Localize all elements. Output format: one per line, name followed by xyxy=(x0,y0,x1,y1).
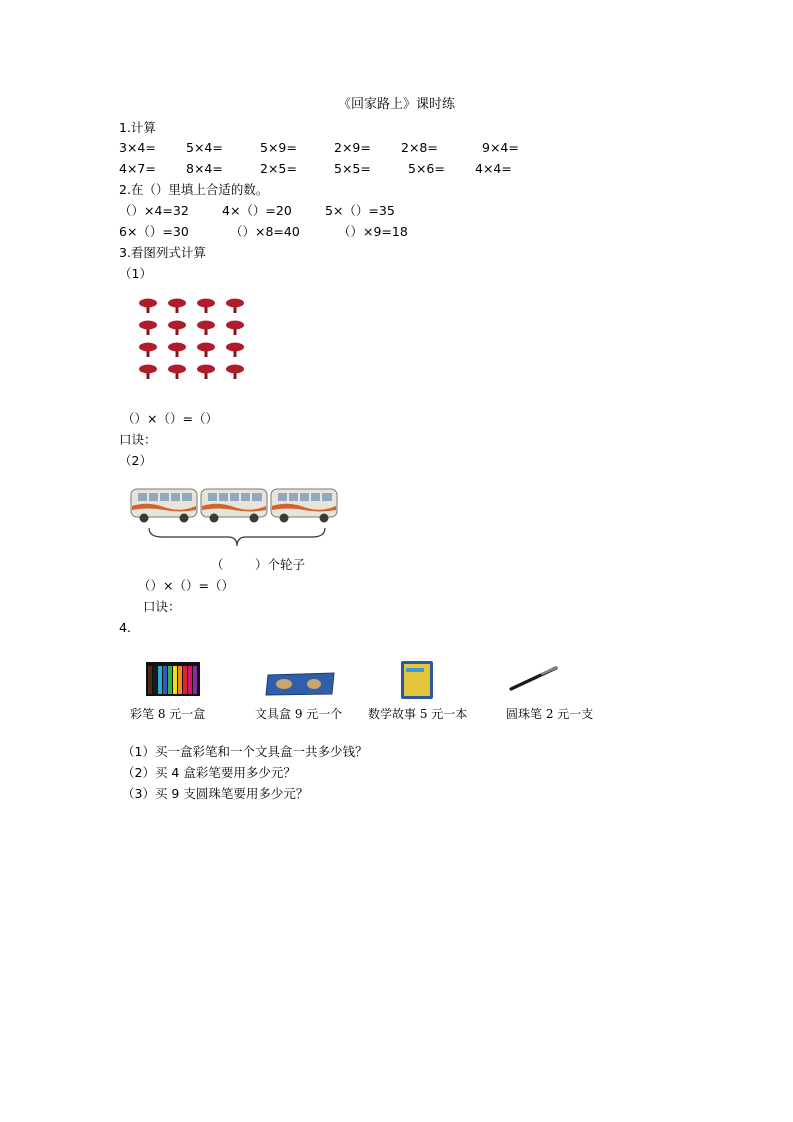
q1-heading: 1.计算 xyxy=(119,120,156,135)
q4-heading: 4. xyxy=(119,620,131,635)
q1-expr: 8×4= xyxy=(186,161,223,176)
mushroom-icon xyxy=(197,343,215,358)
q3-part2-formula: （）×（）=（） xyxy=(138,578,234,593)
q2-expr: （）×4=32 xyxy=(119,203,189,218)
mushroom-grid xyxy=(136,296,248,384)
q4-question-2: （2）买 4 盒彩笔要用多少元？ xyxy=(122,765,296,780)
mushroom-icon xyxy=(226,321,244,336)
q4-question-1: （1）买一盒彩笔和一个文具盒一共多少钱？ xyxy=(122,744,368,759)
wheels-blank-open: （ xyxy=(211,557,224,572)
item-caption: 圆珠笔 2 元一支 xyxy=(506,707,594,721)
q2-expr: （）×9=18 xyxy=(338,224,408,239)
q1-expr: 5×5= xyxy=(334,161,371,176)
item-caption: 文具盒 9 元一个 xyxy=(255,707,343,721)
q2-expr: 6×（）=30 xyxy=(119,224,189,239)
pencil-case-icon xyxy=(264,672,336,696)
q1-expr: 3×4= xyxy=(119,140,156,155)
mushroom-icon xyxy=(197,299,215,314)
ballpoint-pen-icon xyxy=(508,664,560,692)
q3-heading: 3.看图列式计算 xyxy=(119,245,206,260)
bus-row xyxy=(128,486,340,526)
mushroom-icon xyxy=(139,299,157,314)
mushroom-icon xyxy=(168,321,186,336)
q1-expr: 5×4= xyxy=(186,140,223,155)
mushroom-icon xyxy=(197,321,215,336)
q4-captions xyxy=(0,706,793,724)
q2-expr: （）×8=40 xyxy=(230,224,300,239)
q1-expr: 9×4= xyxy=(482,140,519,155)
q3-part1-koujue: 口诀： xyxy=(119,432,157,447)
mushroom-icon xyxy=(197,365,215,380)
mushroom-icon xyxy=(168,343,186,358)
bus-icon xyxy=(131,489,197,523)
mushroom-icon xyxy=(139,343,157,358)
bus-icon xyxy=(271,489,337,523)
q2-expr: 4×（）=20 xyxy=(222,203,292,218)
mushroom-icon xyxy=(168,299,186,314)
q1-expr: 4×7= xyxy=(119,161,156,176)
q3-part2-label: （2） xyxy=(119,453,152,468)
color-pencils-icon xyxy=(146,662,200,696)
q1-expr: 2×8= xyxy=(401,140,438,155)
bus-icon xyxy=(201,489,267,523)
q1-expr: 2×5= xyxy=(260,161,297,176)
q2-heading: 2.在（）里填上合适的数。 xyxy=(119,182,269,197)
mushroom-icon xyxy=(139,365,157,380)
mushroom-icon xyxy=(168,365,186,380)
item-caption: 数学故事 5 元一本 xyxy=(368,707,468,721)
q3-part1-label: （1） xyxy=(119,266,152,281)
q2-expr: 5×（）=35 xyxy=(325,203,395,218)
q1-expr: 2×9= xyxy=(334,140,371,155)
q1-expr: 5×9= xyxy=(260,140,297,155)
mushroom-icon xyxy=(139,321,157,336)
mushroom-icon xyxy=(226,299,244,314)
q3-part1-formula: （）×（）=（） xyxy=(122,411,218,426)
page-title: 《回家路上》课时练 xyxy=(337,97,455,112)
curly-brace-icon xyxy=(148,526,326,548)
q4-question-3: （3）买 9 支圆珠笔要用多少元？ xyxy=(122,786,309,801)
mushroom-icon xyxy=(226,343,244,358)
mushroom-icon xyxy=(226,365,244,380)
q3-part2-koujue: 口诀： xyxy=(143,599,181,614)
q1-expr: 4×4= xyxy=(475,161,512,176)
q1-expr: 5×6= xyxy=(408,161,445,176)
item-caption: 彩笔 8 元一盒 xyxy=(130,707,206,721)
math-story-book-icon xyxy=(400,660,434,700)
wheels-blank-close: ）个轮子 xyxy=(255,557,306,572)
